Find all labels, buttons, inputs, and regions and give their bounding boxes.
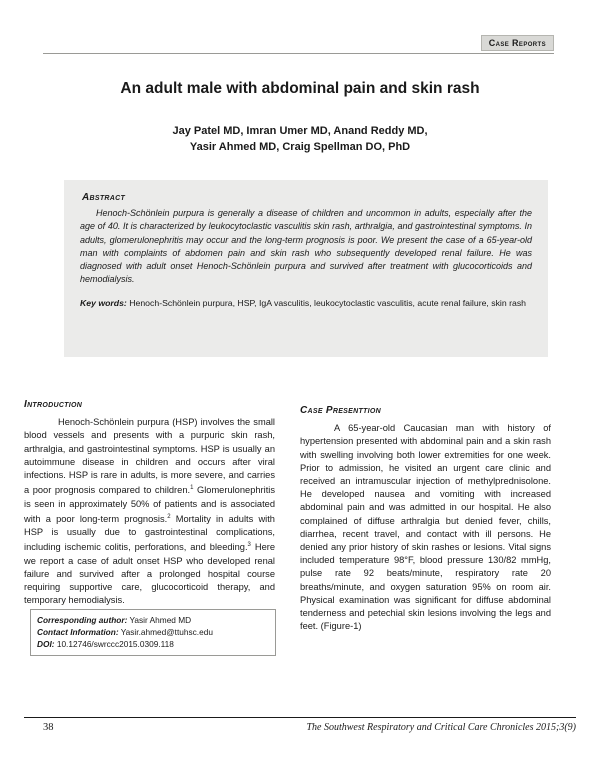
keywords-label: Key words: [80, 297, 127, 308]
citation-1: 1 [190, 485, 194, 492]
contact-row [37, 626, 269, 638]
authors-line-1: Jay Patel MD, Imran Umer MD, Anand Reddy MD, [172, 125, 428, 137]
case-presentation-section [300, 404, 551, 633]
keywords [80, 297, 532, 310]
introduction-text [24, 416, 275, 607]
contact-email[interactable]: Yasir.ahmed@ttuhsc.edu [120, 627, 213, 637]
intro-part-1: Henoch-Schönlein purpura (HSP) involves the small blood vessels and presents with a purpuric skin rash, arthralgia, and gastrointestinal symptoms. HSP is usually an autoimmune disease in children and occurs after viral infections. HSP is rare in adults, is more severe, and carries a poor prognosis compared to children. [24, 417, 275, 496]
intro-part-4: Here we report a case of adult onset HSP who developed renal failure and survived after a prolonged hospital course requiring supportive care, glucocorticoid therapy, and temporary hemodialysis. [24, 542, 276, 606]
citation-2: 2 [167, 513, 171, 520]
doi-row [37, 638, 269, 650]
abstract-heading: Abstract [82, 192, 126, 203]
header-rule [43, 53, 554, 54]
introduction-heading: Introduction [24, 399, 83, 410]
case-presentation-text: A 65-year-old Caucasian man with history of hypertension presented with abdominal pain and a skin rash with swelling involving both lower extremities for one week. Prior to admission, he visited an urgent care clinic and received an intramuscular injection of methylprednisolone. He developed nausea and vomiting with increased abdominal pain and was admitted in our hospital. He also complained of diffuse arthralgia but denied fever, chills, diarrhea, recent travel, and contact with ill persons. He denied any prior history of skin rashes or lesions. Vital signs included temperature 98°F, blood pressure 130/82 mmHg, pulse rate 92 beats/minute, respiratory rate 20 breaths/minute, and oxygen saturation 95% on room air. Physical examination was significant for diffuse abdominal tenderness and petechial skin lesions involving the legs and feet. (Figure-1) [300, 423, 551, 632]
corresponding-author-row [37, 614, 269, 626]
doi-value[interactable]: 10.12746/swrccc2015.0309.118 [56, 639, 174, 649]
correspondence-box [30, 609, 276, 656]
section-tag: Case Reports [481, 35, 554, 51]
intro-part-3: Mortality in adults with HSP is usually due to gastrointestinal complications, including ischemic colitis, perforations, and bleeding. [24, 513, 275, 553]
footer-rule [24, 717, 576, 718]
corresponding-author-label: Corresponding author: [37, 615, 128, 625]
authors-line-2: Yasir Ahmed MD, Craig Spellman DO, PhD [189, 141, 411, 153]
abstract-box [64, 180, 548, 357]
keywords-list: Henoch-Schönlein purpura, HSP, IgA vasculitis, leukocytoclastic vasculitis, acute renal failure, skin rash [129, 297, 527, 308]
intro-part-2: Glomerulonephritis is seen in approximately 50% of patients and is associated with a poor long-term prognosis. [24, 485, 275, 524]
contact-label: Contact Information: [37, 627, 119, 637]
author-list [0, 123, 600, 155]
corresponding-author: Yasir Ahmed MD [129, 615, 192, 625]
journal-citation: The Southwest Respiratory and Critical Care Chronicles 2015;3(9) [306, 722, 576, 733]
doi-label: DOI: [37, 639, 55, 649]
citation-3: 3 [247, 542, 251, 549]
page-number: 38 [43, 722, 54, 733]
case-presentation-heading: Case Presenttion [300, 405, 381, 416]
introduction-section [24, 398, 275, 607]
abstract-text: Henoch-Schönlein purpura is generally a disease of children and uncommon in adults, especially after the age of 40. It is characterized by leukocytoclastic vasculitis skin rash, arthralgia, and gastrointestinal symptoms. In adults, glomerulonephritis may occur and the long-term prognosis is poor. We present the case of a 65-year-old man with complaints of abdomen pain and skin rash who subsequently developed renal failure. He was diagnosed with adult onset Henoch-Schönlein purpura and survived after treatment with glucocorticoids and hemodialysis. [80, 208, 532, 285]
article-title: An adult male with abdominal pain and skin rash [120, 80, 480, 97]
